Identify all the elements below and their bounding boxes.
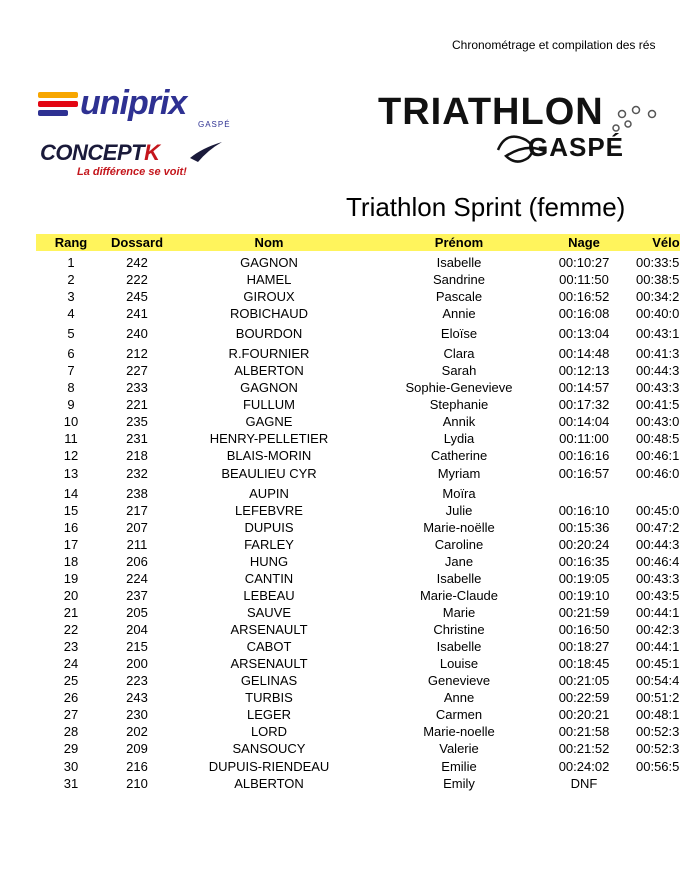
cell-dossard: 216 <box>126 759 148 774</box>
cell-rang: 20 <box>63 588 79 603</box>
cell-nom: DUPUIS-RIENDEAU <box>208 759 330 774</box>
cell-rang: 18 <box>63 554 79 569</box>
cell-prenom: Stephanie <box>429 397 489 412</box>
cell-prenom: Marie-noelle <box>423 724 495 739</box>
cell-prenom: Sophie-Genevieve <box>405 380 513 395</box>
cell-nage: 00:21:59 <box>558 605 610 620</box>
cell-rang: 3 <box>67 289 75 304</box>
cell-prenom: Catherine <box>430 448 488 463</box>
cell-dossard: 240 <box>126 326 148 341</box>
cell-nage: 00:11:50 <box>559 272 609 287</box>
cell-nom: FARLEY <box>244 537 294 552</box>
concept-k-letter: K <box>144 140 160 165</box>
cell-nage: 00:21:58 <box>558 724 610 739</box>
table-row <box>36 553 680 570</box>
cell-prenom: Louise <box>439 656 479 671</box>
cell-dossard: 209 <box>126 741 148 756</box>
cell-prenom: Carmen <box>435 707 483 722</box>
page-title: Triathlon Sprint (femme) <box>346 192 626 222</box>
cell-rang: 15 <box>63 503 79 518</box>
cell-dossard: 204 <box>126 622 148 637</box>
cell-nom: HAMEL <box>246 272 292 287</box>
cell-nage: 00:16:08 <box>558 306 610 321</box>
cell-dossard: 238 <box>126 486 148 501</box>
cell-rang: 1 <box>67 255 75 270</box>
table-row <box>36 689 680 706</box>
cell-nage: 00:19:05 <box>558 571 610 586</box>
table-row <box>36 413 680 430</box>
cell-dossard: 222 <box>126 272 148 287</box>
cell-velo: 00:46:1 <box>636 448 680 463</box>
cell-nage: 00:16:35 <box>558 554 610 569</box>
cell-rang: 7 <box>67 363 75 378</box>
cell-nage: 00:16:16 <box>558 448 610 463</box>
cell-dossard: 205 <box>126 605 148 620</box>
cell-nom: FULLUM <box>242 397 296 412</box>
cell-prenom: Annie <box>442 306 476 321</box>
cell-prenom: Emilie <box>441 759 477 774</box>
cell-nom: LEGER <box>246 707 292 722</box>
table-row <box>36 775 680 792</box>
cell-nom: ARSENAULT <box>230 656 308 671</box>
uniprix-wordmark: uniprix <box>80 84 187 122</box>
table-row <box>36 379 680 396</box>
cell-nom: GELINAS <box>240 673 298 688</box>
cell-prenom: Isabelle <box>436 255 482 270</box>
cell-dossard: 235 <box>126 414 148 429</box>
cell-nage: 00:11:00 <box>559 431 609 446</box>
cell-nage: 00:19:10 <box>558 588 610 603</box>
table-header <box>36 234 680 251</box>
cell-nom: SANSOUCY <box>232 741 306 756</box>
cell-prenom: Sarah <box>441 363 477 378</box>
cell-rang: 19 <box>63 571 79 586</box>
table-row <box>36 465 680 482</box>
cell-prenom: Sandrine <box>432 272 486 287</box>
cell-rang: 4 <box>67 306 75 321</box>
table-row <box>36 638 680 655</box>
cell-velo: 00:56:5 <box>636 759 680 774</box>
table-row <box>36 536 680 553</box>
cell-dossard: 207 <box>126 520 148 535</box>
cell-velo: 00:46:0 <box>636 466 680 481</box>
cell-dossard: 232 <box>126 466 148 481</box>
cell-nage: 00:22:59 <box>558 690 610 705</box>
header-nage: Nage <box>568 235 600 250</box>
cell-nom: ARSENAULT <box>230 622 308 637</box>
triathlon-gaspe-logo <box>378 91 625 162</box>
cell-velo: 00:41:5 <box>636 397 680 412</box>
cell-nom: LORD <box>250 724 288 739</box>
cell-nage: 00:16:52 <box>558 289 610 304</box>
header-rang: Rang <box>54 235 88 250</box>
cell-prenom: Marie <box>442 605 476 620</box>
cell-nage: 00:20:21 <box>558 707 610 722</box>
table-row <box>36 288 680 305</box>
cell-velo: 00:44:1 <box>636 605 680 620</box>
cyclist-swirl-icon <box>378 92 668 172</box>
cell-prenom: Genevieve <box>427 673 491 688</box>
table-row <box>36 570 680 587</box>
cell-dossard: 242 <box>126 255 148 270</box>
table-row <box>36 621 680 638</box>
cell-nom: LEBEAU <box>243 588 295 603</box>
cell-rang: 17 <box>63 537 79 552</box>
cell-rang: 29 <box>63 741 79 756</box>
cell-dossard: 200 <box>126 656 148 671</box>
table-row <box>36 723 680 740</box>
table-row <box>36 430 680 447</box>
cell-dossard: 233 <box>126 380 148 395</box>
cell-velo: 00:43:5 <box>636 588 680 603</box>
cell-nom: GAGNON <box>240 380 298 395</box>
cell-nage: 00:21:52 <box>558 741 610 756</box>
cell-nage: 00:10:27 <box>558 255 610 270</box>
cell-velo: 00:52:3 <box>636 741 680 756</box>
cell-nom: GAGNE <box>245 414 293 429</box>
cell-dossard: 241 <box>126 306 148 321</box>
table-row <box>36 587 680 604</box>
table-row <box>36 271 680 288</box>
cell-prenom: Julie <box>445 503 473 518</box>
header-velo: Vélo <box>652 235 680 250</box>
uniprix-bars-icon <box>38 92 78 119</box>
table-row <box>36 362 680 379</box>
cell-velo: 00:52:3 <box>636 724 680 739</box>
cell-nom: ALBERTON <box>234 776 304 791</box>
cell-nom: AUPIN <box>249 486 289 501</box>
cell-nage: 00:16:57 <box>558 466 610 481</box>
cell-velo: 00:33:5 <box>636 255 680 270</box>
cell-velo: 00:43:0 <box>636 414 680 429</box>
cell-rang: 6 <box>67 346 75 361</box>
cell-velo: 00:43:1 <box>636 326 680 341</box>
cell-nage: 00:14:57 <box>558 380 610 395</box>
cell-rang: 12 <box>63 448 79 463</box>
cell-velo: 00:44:1 <box>636 639 680 654</box>
cell-prenom: Myriam <box>437 466 481 481</box>
cell-dossard: 223 <box>126 673 148 688</box>
cell-velo: 00:45:0 <box>636 503 680 518</box>
cell-nom: BOURDON <box>235 326 303 341</box>
cell-nom: R.FOURNIER <box>228 346 310 361</box>
cell-prenom: Annik <box>442 414 476 429</box>
cell-velo: 00:40:0 <box>636 306 680 321</box>
table-row <box>36 519 680 536</box>
cell-prenom: Marie-noëlle <box>423 520 495 535</box>
cell-velo: 00:42:3 <box>636 622 680 637</box>
cell-velo: 00:34:2 <box>636 289 680 304</box>
cell-dossard: 206 <box>126 554 148 569</box>
cell-rang: 16 <box>63 520 79 535</box>
triathlon-subtitle: GASPÉ <box>528 132 625 162</box>
table-row <box>36 655 680 672</box>
cell-rang: 27 <box>63 707 79 722</box>
cell-dossard: 231 <box>126 431 148 446</box>
cell-nom: GAGNON <box>240 255 298 270</box>
cell-prenom: Isabelle <box>436 639 482 654</box>
cell-nage: 00:16:10 <box>558 503 610 518</box>
header-nom: Nom <box>254 235 284 250</box>
concept-k-logo <box>40 140 187 178</box>
cell-nom: CANTIN <box>244 571 294 586</box>
cell-rang: 13 <box>63 466 79 481</box>
cell-dossard: 215 <box>126 639 148 654</box>
cell-velo: 00:44:3 <box>636 537 680 552</box>
cell-prenom: Christine <box>433 622 485 637</box>
cell-rang: 28 <box>63 724 79 739</box>
timing-credit-text: Chronométrage et compilation des rés <box>452 38 656 52</box>
cell-velo: 00:54:4 <box>636 673 680 688</box>
table-row <box>36 345 680 362</box>
cell-rang: 24 <box>63 656 79 671</box>
cell-prenom: Isabelle <box>436 571 482 586</box>
cell-dossard: 202 <box>126 724 148 739</box>
cell-rang: 5 <box>67 326 75 341</box>
table-row <box>36 396 680 413</box>
cell-nom: BLAIS-MORIN <box>226 448 312 463</box>
cell-prenom: Emily <box>443 776 475 791</box>
cell-dossard: 224 <box>126 571 148 586</box>
cell-dossard: 210 <box>126 776 148 791</box>
header-prenom: Prénom <box>434 235 484 250</box>
cell-nom: DUPUIS <box>244 520 294 535</box>
uniprix-logo <box>38 84 231 130</box>
cell-nage: 00:20:24 <box>558 537 610 552</box>
table-row <box>36 604 680 621</box>
table-row <box>36 447 680 464</box>
cell-nage: 00:18:45 <box>558 656 610 671</box>
cell-nom: LEFEBVRE <box>235 503 303 518</box>
cell-rang: 23 <box>63 639 79 654</box>
table-row <box>36 502 680 519</box>
table-row <box>36 305 680 322</box>
cell-prenom: Eloïse <box>440 326 478 341</box>
cell-nage: 00:18:27 <box>558 639 610 654</box>
cell-velo: 00:43:3 <box>636 380 680 395</box>
cell-rang: 14 <box>63 486 79 501</box>
cell-nom: CABOT <box>246 639 292 654</box>
triathlon-wordmark: TRIATHLON <box>378 91 604 133</box>
uniprix-subtitle: GASPÉ <box>198 120 231 129</box>
cell-rang: 26 <box>63 690 79 705</box>
cell-rang: 8 <box>67 380 75 395</box>
table-row <box>36 706 680 723</box>
cell-rang: 2 <box>67 272 75 287</box>
cell-nom: TURBIS <box>245 690 293 705</box>
cell-velo: 00:43:3 <box>636 571 680 586</box>
table-row <box>36 672 680 689</box>
cell-dossard: 243 <box>126 690 148 705</box>
table-row <box>36 325 680 342</box>
cell-dossard: 212 <box>126 346 148 361</box>
cell-prenom: Caroline <box>434 537 484 552</box>
cell-prenom: Valerie <box>439 741 479 756</box>
cell-rang: 30 <box>63 759 79 774</box>
cell-velo: 00:44:3 <box>636 363 680 378</box>
table-row <box>36 740 680 757</box>
cell-velo: 00:45:1 <box>636 656 680 671</box>
cell-rang: 31 <box>63 776 79 791</box>
cell-nage: DNF <box>570 776 598 791</box>
cell-prenom: Jane <box>444 554 474 569</box>
cell-rang: 21 <box>63 605 79 620</box>
cell-nom: SAUVE <box>246 605 292 620</box>
table-row <box>36 254 680 271</box>
cell-nom: HUNG <box>249 554 289 569</box>
cell-dossard: 245 <box>126 289 148 304</box>
cell-velo: 00:51:2 <box>636 690 680 705</box>
cell-nage: 00:12:13 <box>558 363 610 378</box>
cell-dossard: 218 <box>126 448 148 463</box>
cell-nom: ROBICHAUD <box>229 306 309 321</box>
cell-nom: HENRY-PELLETIER <box>209 431 329 446</box>
cell-nom: ALBERTON <box>234 363 304 378</box>
cell-nage: 00:14:48 <box>558 346 610 361</box>
concept-wordmark: CONCEPT <box>40 140 145 165</box>
cell-nom: GIROUX <box>243 289 295 304</box>
cell-velo: 00:48:1 <box>636 707 680 722</box>
cell-velo: 00:48:5 <box>636 431 680 446</box>
cell-dossard: 217 <box>126 503 148 518</box>
cell-dossard: 237 <box>126 588 148 603</box>
cell-dossard: 221 <box>126 397 148 412</box>
table-row <box>36 485 680 502</box>
cell-prenom: Lydia <box>443 431 475 446</box>
swoosh-icon <box>188 140 224 164</box>
cell-prenom: Clara <box>443 346 475 361</box>
cell-nage: 00:15:36 <box>558 520 610 535</box>
cell-rang: 9 <box>67 397 75 412</box>
cell-velo: 00:38:5 <box>636 272 680 287</box>
cell-nage: 00:16:50 <box>558 622 610 637</box>
cell-rang: 10 <box>63 414 79 429</box>
cell-velo: 00:47:2 <box>636 520 680 535</box>
cell-dossard: 227 <box>126 363 148 378</box>
cell-rang: 11 <box>64 431 78 446</box>
cell-nage: 00:13:04 <box>558 326 610 341</box>
cell-nage: 00:21:05 <box>558 673 610 688</box>
cell-nage: 00:24:02 <box>558 759 610 774</box>
table-row <box>36 758 680 775</box>
cell-nage: 00:17:32 <box>558 397 610 412</box>
cell-prenom: Moïra <box>442 486 476 501</box>
cell-dossard: 230 <box>126 707 148 722</box>
concept-tagline: La différence se voit! <box>77 166 187 178</box>
cell-rang: 22 <box>63 622 79 637</box>
cell-rang: 25 <box>63 673 79 688</box>
header-dossard: Dossard <box>110 235 164 250</box>
cell-nage: 00:14:04 <box>558 414 610 429</box>
cell-prenom: Marie-Claude <box>419 588 499 603</box>
cell-velo: 00:41:3 <box>636 346 680 361</box>
cell-prenom: Anne <box>443 690 475 705</box>
cell-prenom: Pascale <box>435 289 483 304</box>
cell-dossard: 211 <box>126 537 148 552</box>
cell-velo: 00:46:4 <box>636 554 680 569</box>
cell-nom: BEAULIEU CYR <box>221 466 317 481</box>
